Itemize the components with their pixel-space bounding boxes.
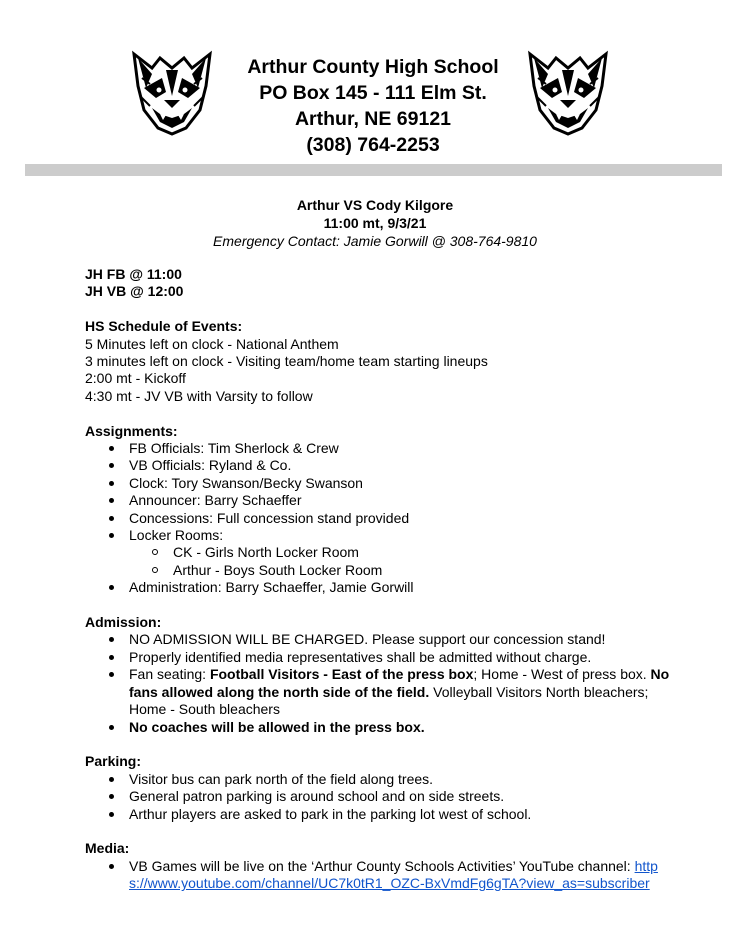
- jh-fb-time: JH FB @ 11:00: [85, 266, 182, 282]
- parking-heading: Parking:: [85, 753, 142, 770]
- home-seating: ; Home - West of press box.: [473, 666, 651, 683]
- matchup: Arthur VS Cody Kilgore: [296, 197, 454, 213]
- fan-seating-label: Fan seating:: [129, 666, 210, 683]
- media-list: [85, 858, 675, 893]
- list-item: No coaches will be allowed in the press box.: [85, 719, 675, 736]
- wolf-logo-icon: [130, 48, 214, 136]
- list-item: VB Officials: Ryland & Co.: [85, 457, 675, 474]
- wolf-logo-icon: [526, 48, 610, 136]
- game-info: [0, 196, 750, 250]
- list-item: Clock: Tory Swanson/Becky Swanson: [85, 475, 675, 492]
- list-item: [85, 666, 675, 718]
- school-phone: (308) 764-2253: [306, 134, 440, 156]
- list-item: Arthur - Boys South Locker Room: [129, 562, 675, 579]
- list-item: NO ADMISSION WILL BE CHARGED. Please support our concession stand!: [85, 631, 675, 648]
- game-time-date: 11:00 mt, 9/3/21: [323, 215, 427, 231]
- school-address-line2: Arthur, NE 69121: [294, 108, 452, 130]
- list-item: Announcer: Barry Schaeffer: [85, 492, 675, 509]
- header-divider: [25, 164, 722, 176]
- youtube-channel-link[interactable]: https://www.youtube.com/channel/UC7k0tR1_OZC-BxVmdFg6gTA?view_as=subscriber: [129, 857, 658, 892]
- schedule-heading: HS Schedule of Events:: [85, 318, 243, 335]
- school-address-line1: PO Box 145 - 111 Elm St.: [259, 82, 487, 104]
- list-item: General patron parking is around school and on side streets.: [85, 788, 675, 805]
- locker-rooms-label: Locker Rooms:: [129, 527, 224, 544]
- school-info: [230, 54, 516, 158]
- list-item: Properly identified media representatives shall be admitted without charge.: [85, 649, 675, 666]
- emergency-contact: Emergency Contact: Jamie Gorwill @ 308-764-9810: [213, 233, 537, 249]
- schedule-item: 4:30 mt - JV VB with Varsity to follow: [85, 387, 313, 404]
- list-item: CK - Girls North Locker Room: [129, 544, 675, 561]
- letterhead: [0, 44, 750, 154]
- football-visitors-seating: Football Visitors - East of the press box: [209, 666, 474, 683]
- jh-vb-time: JH VB @ 12:00: [85, 283, 184, 300]
- list-item: Administration: Barry Schaeffer, Jamie Gorwill: [85, 579, 675, 596]
- media-text: VB Games will be live on the ‘Arthur County Schools Activities’ YouTube channel:: [129, 857, 631, 874]
- assignments-list: [85, 440, 675, 597]
- list-item: Arthur players are asked to park in the parking lot west of school.: [85, 806, 675, 823]
- parking-list: [85, 771, 675, 823]
- schedule-item: 3 minutes left on clock - Visiting team/home team starting lineups: [85, 353, 488, 370]
- volleyball-seating: Volleyball Visitors North bleachers; Home - South bleachers: [129, 683, 649, 718]
- schedule-item: 2:00 mt - Kickoff: [85, 370, 186, 387]
- locker-rooms-list: [129, 544, 675, 579]
- school-name: Arthur County High School: [247, 56, 499, 78]
- admission-heading: Admission:: [85, 614, 162, 631]
- no-fans-north-side: No fans allowed along the north side of the field.: [129, 666, 670, 700]
- media-heading: Media:: [85, 840, 130, 857]
- document-body: [85, 266, 675, 893]
- list-item: Visitor bus can park north of the field along trees.: [85, 771, 675, 788]
- admission-list: [85, 631, 675, 735]
- list-item: Concessions: Full concession stand provided: [85, 510, 675, 527]
- schedule-item: 5 Minutes left on clock - National Anthem: [85, 335, 339, 352]
- list-item: FB Officials: Tim Sherlock & Crew: [85, 440, 675, 457]
- list-item: [85, 527, 675, 579]
- assignments-heading: Assignments:: [85, 422, 178, 439]
- list-item: [85, 858, 675, 893]
